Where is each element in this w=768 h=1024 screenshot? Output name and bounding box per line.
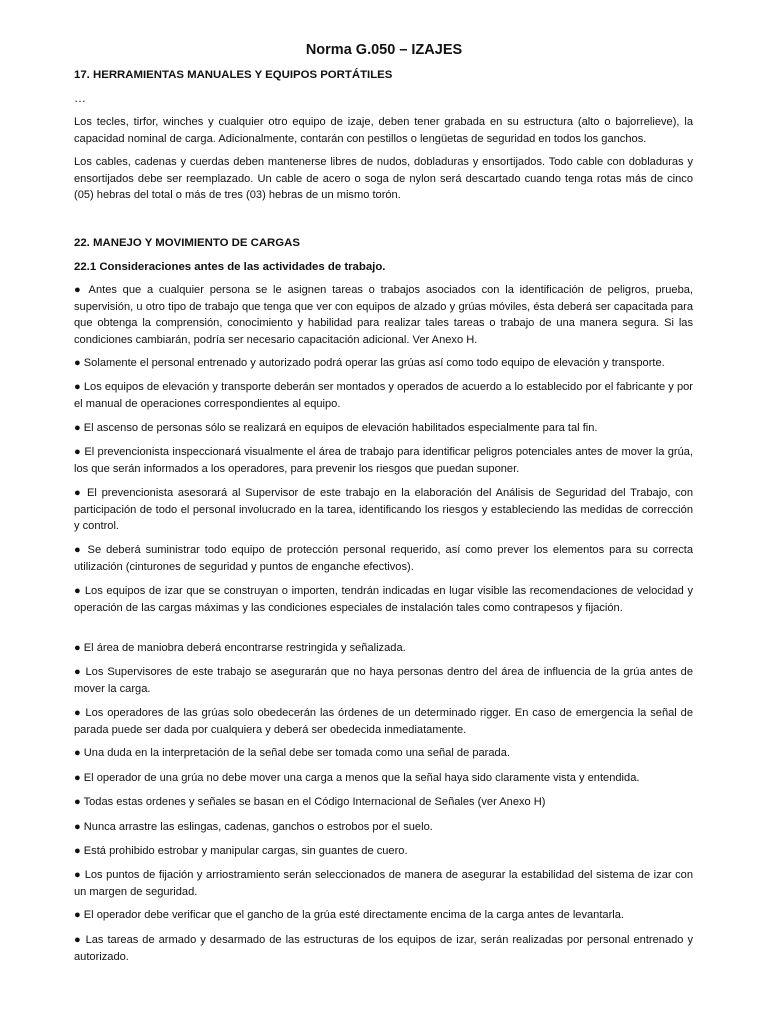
list-item: ● Los equipos de elevación y transporte deberán ser montados y operados de acuerdo a lo establecido por el fabricante y por el manual de operaciones correspondientes al equipo.: [74, 381, 693, 410]
paragraph-hoist-capacity: Los tecles, tirfor, winches y cualquier otro equipo de izaje, deben tener grabada en su estructura (alto o bajorrelieve), la capacidad nominal de carga. Adicionalmente, contarán con pestillos o lengüetas de seguridad en todos los ganchos.: [74, 116, 693, 145]
document-title: Norma G.050 – IZAJES: [305, 42, 463, 58]
list-item: ● El operador de una grúa no debe mover una carga a menos que la señal haya sido claramente vista y entendida.: [74, 772, 640, 784]
list-item: ● Los puntos de fijación y arriostramiento serán seleccionados de manera de asegurar la estabilidad del sistema de izar con un margen de seguridad.: [74, 869, 693, 898]
list-item: ● Las tareas de armado y desarmado de las estructuras de los equipos de izar, serán realizadas por personal entrenado y autorizado.: [74, 934, 693, 963]
paragraph-cable-replacement: Los cables, cadenas y cuerdas deben mantenerse libres de nudos, dobladuras y ensortijados. Todo cable con dobladuras y ensortijados debe ser reemplazado. Un cable de acero o soga de nylon será descartado cuando tenga rotas más de cinco (05) hebras del total o más de tres (03) hebras de un mismo torón.: [74, 156, 693, 202]
list-item: ● Solamente el personal entrenado y autorizado podrá operar las grúas así como todo equipo de elevación y transporte.: [74, 357, 665, 369]
list-item: ● El operador debe verificar que el gancho de la grúa esté directamente encima de la carga antes de levantarla.: [74, 909, 625, 921]
list-item: ● El área de maniobra deberá encontrarse restringida y señalizada.: [74, 642, 406, 654]
section-22-heading: 22. MANEJO Y MOVIMIENTO DE CARGAS: [74, 237, 300, 249]
list-item: ● Una duda en la interpretación de la señal debe ser tomada como una señal de parada.: [74, 747, 510, 759]
list-item: ● El prevencionista inspeccionará visualmente el área de trabajo para identificar peligros potenciales antes de mover la grúa, los que serán informados a los operadores, para prevenir los riesgos que puedan suponer.: [74, 446, 693, 475]
list-item: ● Está prohibido estrobar y manipular cargas, sin guantes de cuero.: [74, 845, 408, 857]
list-item: ● El prevencionista asesorará al Supervisor de este trabajo en la elaboración del Análisis de Seguridad del Trabajo, con participación de todo el personal involucrado en la tarea, identificando los riesgos y estableciendo las medidas de corrección y control.: [74, 487, 693, 533]
ellipsis-marker: …: [74, 91, 86, 105]
list-item: ● Se deberá suministrar todo equipo de protección personal requerido, así como prever los elementos para su correcta utilización (cinturones de seguridad y puntos de enganche efectivos).: [74, 544, 693, 573]
list-item: ● Nunca arrastre las eslingas, cadenas, ganchos o estrobos por el suelo.: [74, 821, 433, 833]
list-item: ● Todas estas ordenes y señales se basan en el Código Internacional de Señales (ver Anexo H): [74, 796, 546, 808]
list-item: ● Antes que a cualquier persona se le asignen tareas o trabajos asociados con la identificación de peligros, prueba, supervisión, u otro tipo de trabajo que tenga que ver con equipos de alzado y grúas móviles, ésta deberá ser capacitada para que obtenga la comprensión, conocimiento y habilidad para realizar tales tareas o trabajo de una manera segura. Si las condiciones cambiarán, podría ser necesario capacitación adicional. Ver Anexo H.: [74, 284, 693, 346]
section-22-1-subheading: 22.1 Consideraciones antes de las actividades de trabajo.: [74, 261, 386, 273]
section-17-heading: 17. HERRAMIENTAS MANUALES Y EQUIPOS PORTÁTILES: [74, 69, 393, 81]
list-item: ● Los operadores de las grúas solo obedecerán las órdenes de un determinado rigger. En caso de emergencia la señal de parada puede ser dada por cualquiera y deberá ser obedecida inmediatamente.: [74, 707, 693, 736]
list-item: ● Los Supervisores de este trabajo se asegurarán que no haya personas dentro del área de influencia de la grúa antes de mover la carga.: [74, 666, 693, 695]
list-item: ● Los equipos de izar que se construyan o importen, tendrán indicadas en lugar visible las recomendaciones de velocidad y operación de las cargas máximas y las condiciones especiales de instalación tales como contrapesos y fijación.: [74, 585, 693, 614]
list-item: ● El ascenso de personas sólo se realizará en equipos de elevación habilitados especialmente para tal fin.: [74, 422, 598, 434]
